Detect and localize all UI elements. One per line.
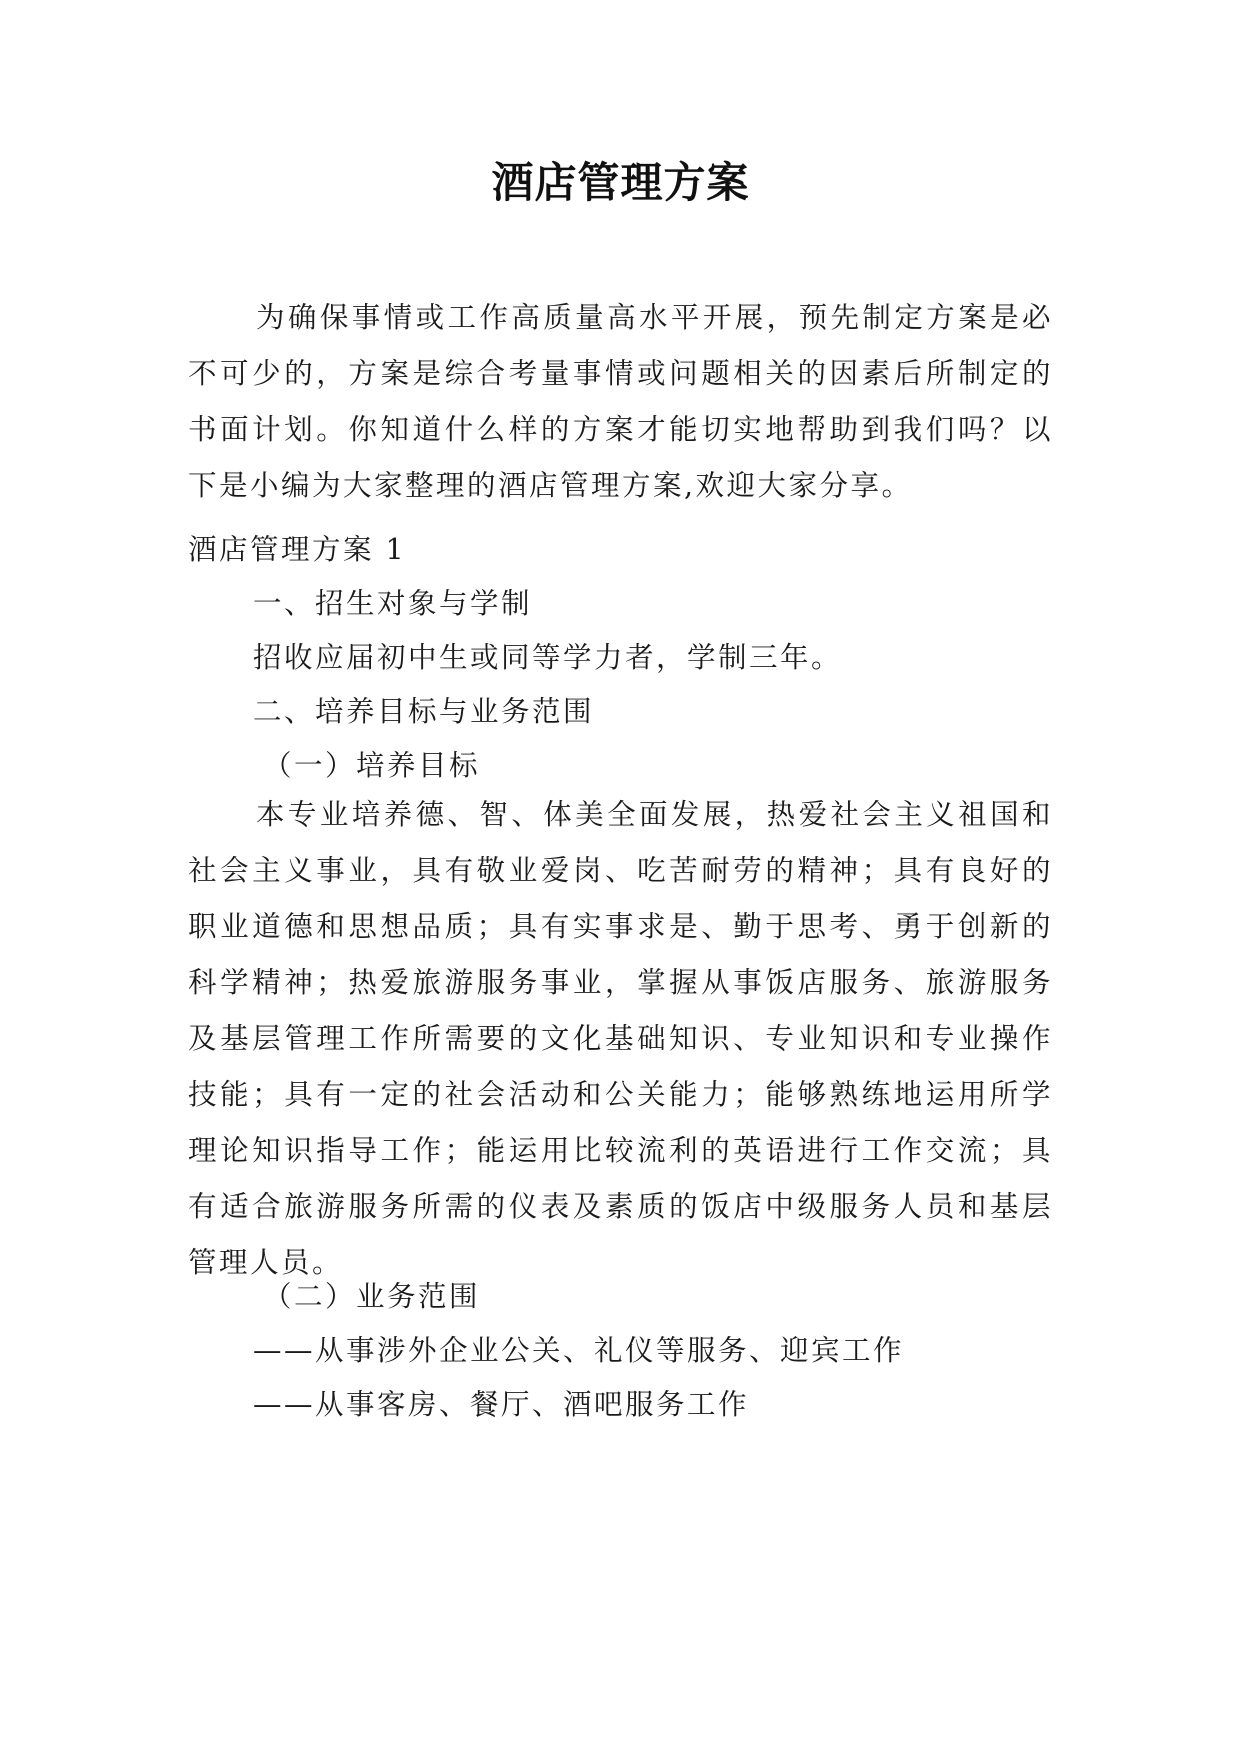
goal-paragraph [188,787,1053,1291]
section-title: 酒店管理方案 1 [188,533,407,566]
goal-text: 本专业培养德、智、体美全面发展，热爱社会主义祖国和社会主义事业，具有敬业爱岗、吃苦耐劳的精神；具有良好的职业道德和思想品质；具有实事求是、勤于思考、勇于创新的科学精神；热爱旅游服务事业，掌握从事饭店服务、旅游服务及基层管理工作所需要的文化基础知识、专业知识和专业操作技能；具有一定的社会活动和公关能力；能够熟练地运用所学理论知识指导工作；能运用比较流利的英语进行工作交流；具有适合旅游服务所需的仪表及素质的饭店中级服务人员和基层管理人员。 [188,798,1053,1279]
intro-text: 为确保事情或工作高质量高水平开展，预先制定方案是必不可少的，方案是综合考量事情或问题相关的因素后所制定的书面计划。你知道什么样的方案才能切实地帮助到我们吗？以下是小编为大家整理的酒店管理方案,欢迎大家分享。 [188,301,1053,502]
subheading-goals: （一）培养目标 [263,749,481,782]
heading-enrollment: 一、招生对象与学制 [253,587,533,620]
scope-item: ——从事客房、餐厅、酒吧服务工作 [253,1388,750,1421]
paragraph-enrollment: 招收应届初中生或同等学力者，学制三年。 [253,641,843,674]
scope-item: ——从事涉外企业公关、礼仪等服务、迎宾工作 [253,1334,905,1367]
document-title: 酒店管理方案 [491,158,750,207]
subheading-scope: （二）业务范围 [263,1280,481,1313]
intro-paragraph [188,290,1053,514]
heading-goals-scope: 二、培养目标与业务范围 [253,695,595,728]
